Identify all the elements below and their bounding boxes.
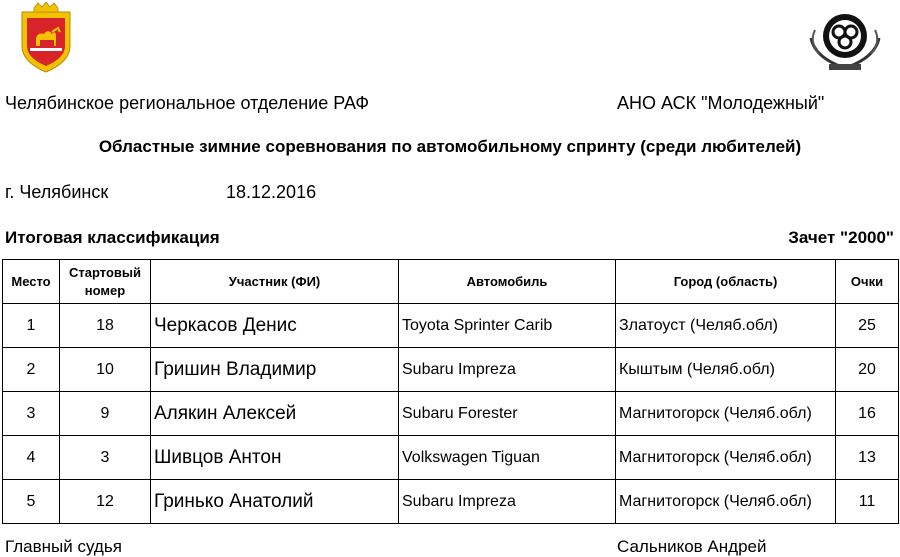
cell-start-number: 12: [60, 480, 151, 524]
cell-start-number: 18: [60, 304, 151, 348]
col-car: Автомобиль: [399, 260, 616, 304]
cell-car: Toyota Sprinter Carib: [399, 304, 616, 348]
cell-points: 11: [836, 480, 899, 524]
judge-name: Сальников Андрей: [617, 537, 767, 556]
table-row: [3, 392, 899, 436]
event-title: Областные зимние соревнования по автомобильному спринту (среди любителей): [98, 137, 802, 156]
table-row: [3, 480, 899, 524]
judge-role: Главный судья: [5, 537, 122, 556]
cell-participant: Гринько Анатолий: [151, 480, 399, 524]
chelyabinsk-coat-of-arms-icon: [14, 2, 78, 74]
cell-place: 4: [3, 436, 60, 480]
event-date: 18.12.2016: [226, 182, 317, 202]
col-city: Город (область): [616, 260, 836, 304]
cell-participant: Шивцов Антон: [151, 436, 399, 480]
cell-car: Subaru Forester: [399, 392, 616, 436]
cell-start-number: 10: [60, 348, 151, 392]
cell-place: 1: [3, 304, 60, 348]
cell-place: 2: [3, 348, 60, 392]
table-row: [3, 436, 899, 480]
cell-start-number: 3: [60, 436, 151, 480]
cell-participant: Алякин Алексей: [151, 392, 399, 436]
cell-points: 13: [836, 436, 899, 480]
cell-participant: Черкасов Денис: [151, 304, 399, 348]
event-city: г. Челябинск: [5, 182, 109, 202]
table-header-row: [3, 260, 899, 304]
cell-points: 20: [836, 348, 899, 392]
col-start-number: Стартовый номер: [60, 260, 151, 304]
cell-participant: Гришин Владимир: [151, 348, 399, 392]
raf-logo-icon: [805, 8, 885, 74]
col-points: Очки: [836, 260, 899, 304]
table-row: [3, 348, 899, 392]
org-left: Челябинское региональное отделение РАФ: [5, 93, 370, 113]
cell-points: 16: [836, 392, 899, 436]
class-title: Зачет "2000": [788, 228, 894, 247]
cell-city: Магнитогорск (Челяб.обл): [616, 480, 836, 524]
col-place: Место: [3, 260, 60, 304]
cell-points: 25: [836, 304, 899, 348]
cell-start-number: 9: [60, 392, 151, 436]
col-participant: Участник (ФИ): [151, 260, 399, 304]
results-table: [2, 259, 899, 524]
section-title: Итоговая классификация: [5, 228, 220, 247]
org-right: АНО АСК "Молодежный": [617, 93, 825, 113]
cell-car: Subaru Impreza: [399, 348, 616, 392]
cell-city: Магнитогорск (Челяб.обл): [616, 392, 836, 436]
cell-place: 3: [3, 392, 60, 436]
cell-place: 5: [3, 480, 60, 524]
cell-city: Кыштым (Челяб.обл): [616, 348, 836, 392]
cell-city: Златоуст (Челяб.обл): [616, 304, 836, 348]
cell-car: Volkswagen Tiguan: [399, 436, 616, 480]
cell-car: Subaru Impreza: [399, 480, 616, 524]
table-row: [3, 304, 899, 348]
cell-city: Магнитогорск (Челяб.обл): [616, 436, 836, 480]
